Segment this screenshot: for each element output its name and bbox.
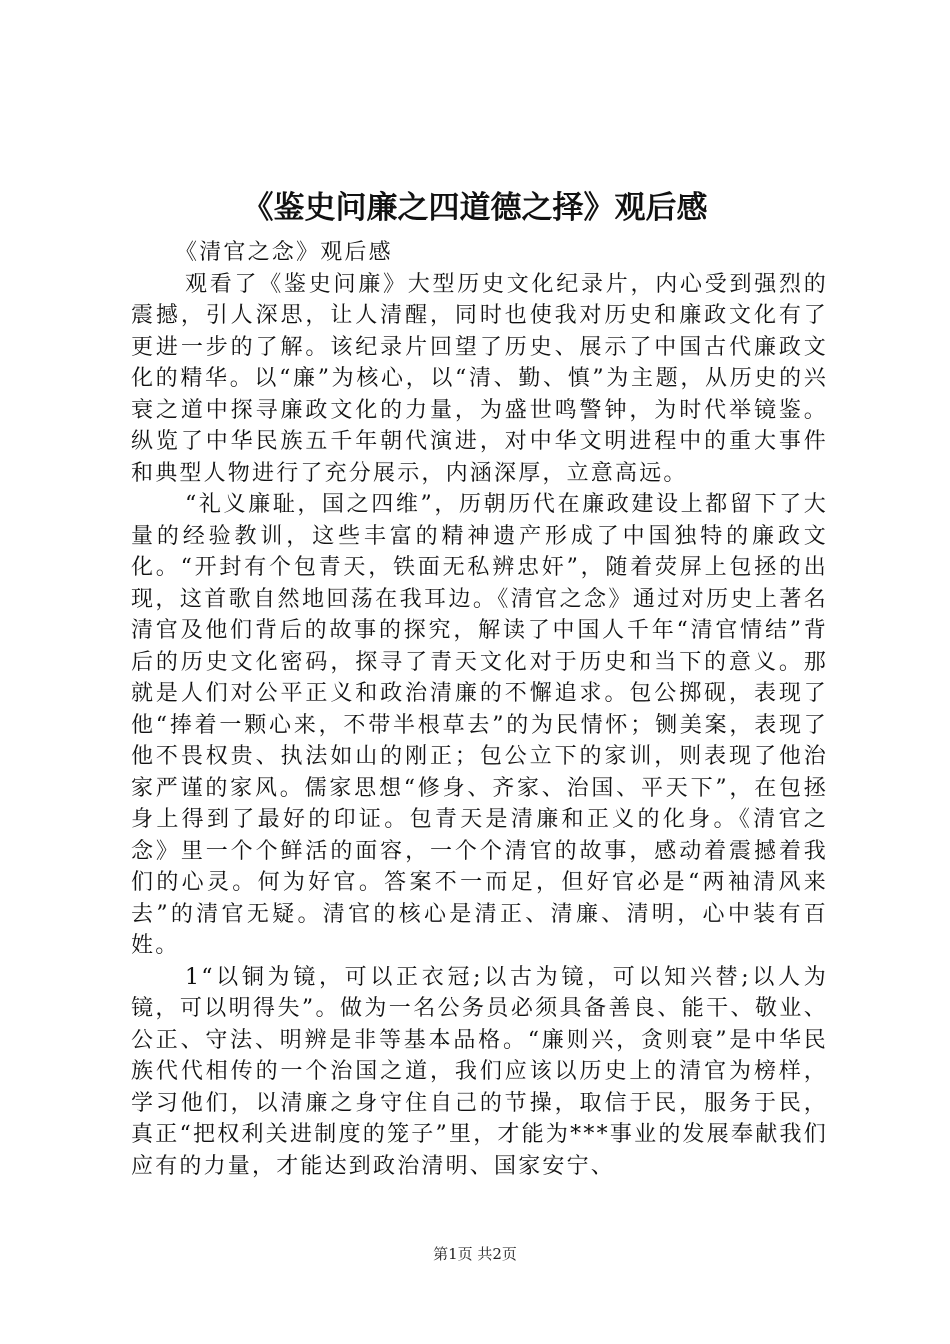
document-title: 《鉴史问廉之四道德之择》观后感 bbox=[242, 190, 708, 226]
paragraph: 1“以铜为镜，可以正衣冠;以古为镜，可以知兴替;以人为镜，可以明得失”。做为一名公务员必须具备善良、能干、敬业、公正、守法、明辨是非等基本品格。“廉则兴，贪则衰”是中华民族代代相传的一个治国之道，我们应该以历史上的清官为榜样，学习他们，以清廉之身守住自己的节操，取信于民，服务于民，真正“把权利关进制度的笼子”里，才能为***事业的发展奉献我们应有的力量，才能达到政治清明、国家安宁、 bbox=[131, 964, 828, 1179]
document-body bbox=[131, 237, 828, 1182]
document-subtitle: 《清官之念》观后感 bbox=[175, 240, 393, 265]
paragraph: “礼义廉耻，国之四维”，历朝历代在廉政建设上都留下了大量的经验教训，这些丰富的精神遗产形成了中国独特的廉政文化。“开封有个包青天，铁面无私辨忠奸”，随着荧屏上包拯的出现，这首歌自然地回荡在我耳边。《清官之念》通过对历史上著名清官及他们背后的故事的探究，解读了中国人千年“清官情结”背后的历史文化密码，探寻了青天文化对于历史和当下的意义。那就是人们对公平正义和政治清廉的不懈追求。包公掷砚，表现了他“捧着一颗心来，不带半根草去”的为民情怀；铡美案，表现了他不畏权贵、执法如山的刚正；包公立下的家训，则表现了他治家严谨的家风。儒家思想“修身、齐家、治国、平天下”，在包拯身上得到了最好的印证。包青天是清廉和正义的化身。《清官之念》里一个个鲜活的面容，一个个清官的故事，感动着震撼着我们的心灵。何为好官。答案不一而足，但好官必是“两袖清风来去”的清官无疑。清官的核心是清正、清廉、清明，心中装有百姓。 bbox=[131, 492, 828, 958]
page-number-footer: 第1页 共2页 bbox=[433, 1245, 517, 1263]
paragraph: 观看了《鉴史问廉》大型历史文化纪录片，内心受到强烈的震撼，引人深思，让人清醒，同时也使我对历史和廉政文化有了更进一步的了解。该纪录片回望了历史、展示了中国古代廉政文化的精华。以“廉”为核心，以“清、勤、慎”为主题，从历史的兴衰之道中探寻廉政文化的力量，为盛世鸣警钟，为时代举镜鉴。纵览了中华民族五千年朝代演进，对中华文明进程中的重大事件和典型人物进行了充分展示，内涵深厚，立意高远。 bbox=[131, 271, 828, 486]
